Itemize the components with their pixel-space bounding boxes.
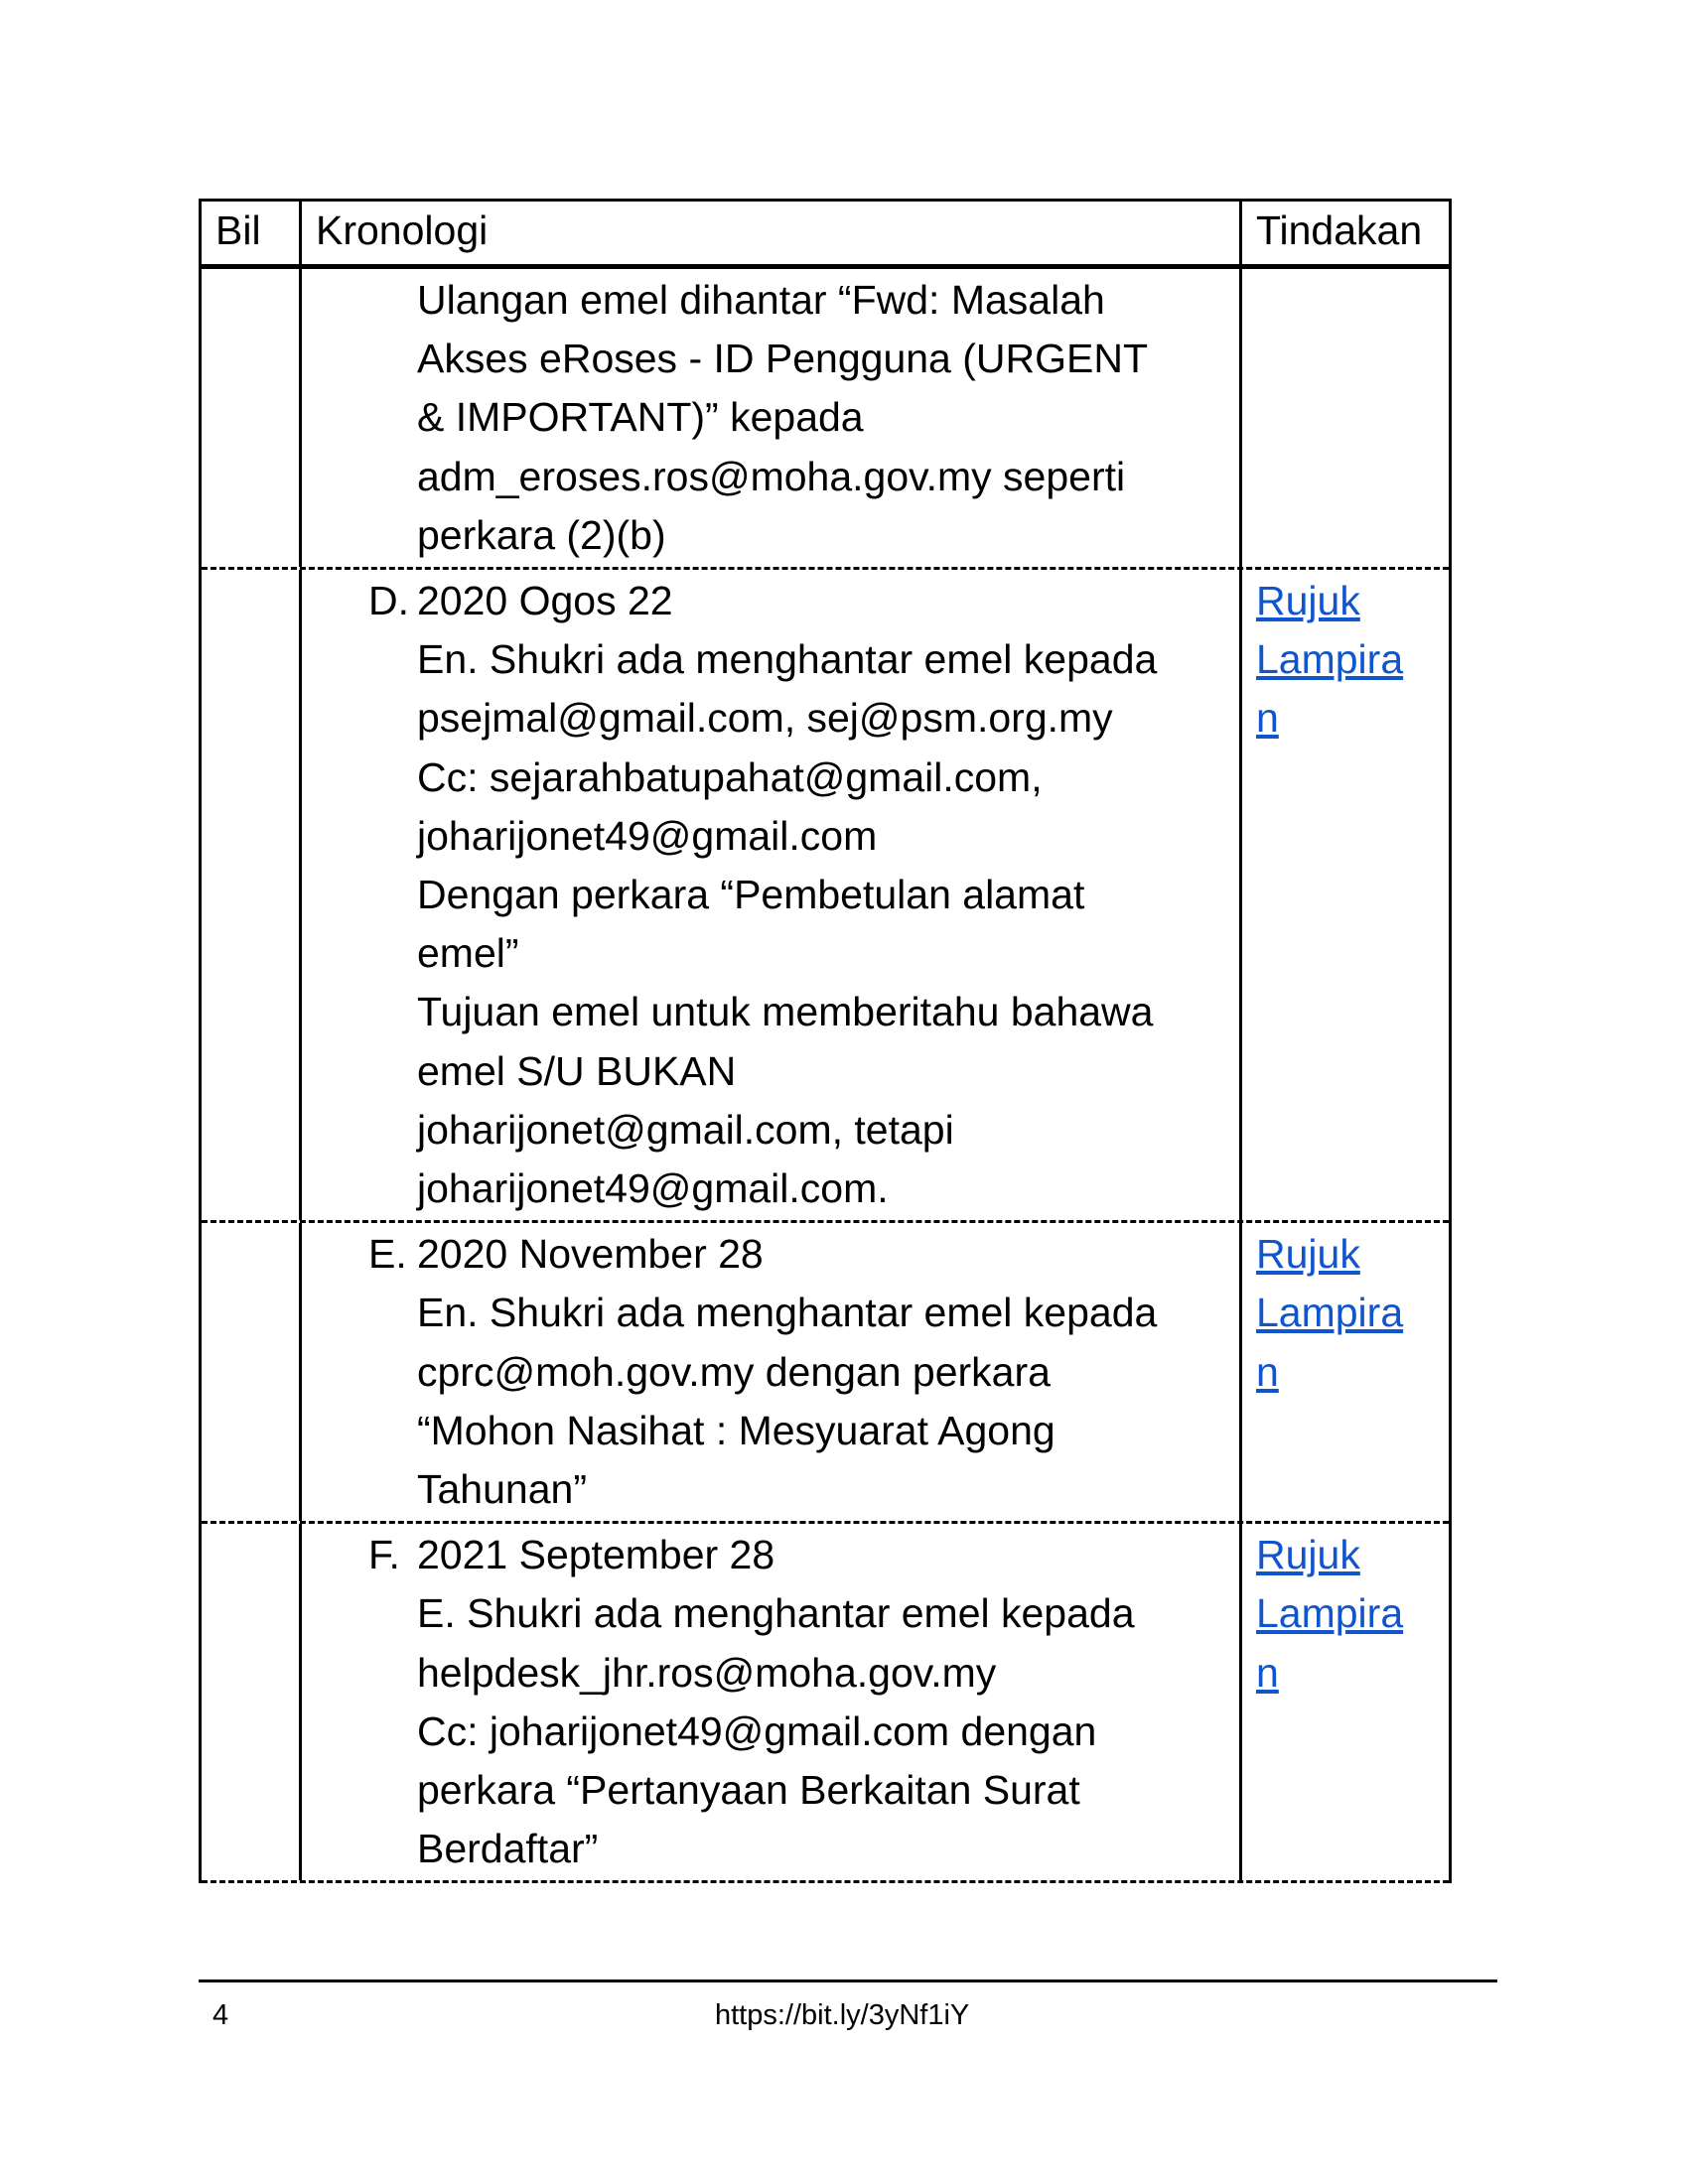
rujuk-lampiran-link[interactable] [1242, 1524, 1449, 1703]
bil-cell [202, 1524, 302, 1880]
table-row [202, 1223, 1449, 1524]
bil-cell [202, 570, 302, 1220]
header-bil: Bil [202, 202, 302, 264]
kronologi-line: adm_eroses.ros@moha.gov.my seperti [417, 453, 1126, 499]
kronologi-line: joharijonet@gmail.com, tetapi [417, 1106, 954, 1153]
kronologi-line: En. Shukri ada menghantar emel kepada [417, 1290, 1158, 1336]
table-row [202, 570, 1449, 1223]
kronologi-line: & IMPORTANT)” kepada [417, 394, 864, 441]
link-text[interactable]: Lampira [1256, 1590, 1404, 1637]
kronologi-line: Cc: joharijonet49@gmail.com dengan [417, 1707, 1097, 1754]
tindakan-cell [1242, 269, 1449, 567]
kronologi-line: psejmal@gmail.com, sej@psm.org.my [417, 695, 1113, 742]
table-row [202, 269, 1449, 570]
tindakan-cell [1242, 570, 1449, 1220]
kronologi-line: helpdesk_jhr.ros@moha.gov.my [417, 1649, 997, 1696]
kronologi-line: Dengan perkara “Pembetulan alamat [417, 872, 1085, 918]
kronologi-line: Cc: sejarahbatupahat@gmail.com, [417, 753, 1043, 800]
table-row [202, 1524, 1449, 1883]
footer-divider [199, 1979, 1497, 1982]
link-text[interactable]: n [1256, 1649, 1279, 1696]
link-text[interactable]: Rujuk [1256, 1532, 1360, 1578]
link-text[interactable]: n [1256, 1348, 1279, 1395]
kronologi-line: “Mohon Nasihat : Mesyuarat Agong [417, 1407, 1055, 1453]
kronologi-line: Tujuan emel untuk memberitahu bahawa [417, 989, 1154, 1035]
link-text[interactable]: Lampira [1256, 1290, 1404, 1336]
item-letter: F. [368, 1532, 400, 1578]
item-letter: E. [368, 1231, 407, 1278]
chronology-table [199, 199, 1452, 1883]
kronologi-line: joharijonet49@gmail.com. [417, 1165, 889, 1212]
kronologi-date: 2020 Ogos 22 [417, 578, 673, 624]
kronologi-line: perkara “Pertanyaan Berkaitan Surat [417, 1767, 1080, 1814]
kronologi-line: Berdaftar” [417, 1826, 599, 1872]
link-text[interactable]: Rujuk [1256, 578, 1360, 624]
kronologi-line: cprc@moh.gov.my dengan perkara [417, 1348, 1051, 1395]
link-text[interactable]: Rujuk [1256, 1231, 1360, 1278]
header-kronologi: Kronologi [302, 202, 1242, 264]
tindakan-cell [1242, 1223, 1449, 1521]
kronologi-line: E. Shukri ada menghantar emel kepada [417, 1590, 1135, 1637]
kronologi-line: Akses eRoses - ID Pengguna (URGENT [417, 336, 1148, 382]
kronologi-line: perkara (2)(b) [417, 511, 666, 558]
kronologi-line: emel” [417, 930, 519, 977]
link-text[interactable]: n [1256, 695, 1279, 742]
item-letter: D. [368, 578, 409, 624]
kronologi-line: En. Shukri ada menghantar emel kepada [417, 636, 1158, 683]
link-text[interactable]: Lampira [1256, 636, 1404, 683]
kronologi-line: emel S/U BUKAN [417, 1047, 737, 1094]
bil-cell [202, 269, 302, 567]
header-tindakan: Tindakan [1256, 207, 1423, 253]
kronologi-cell [302, 1524, 1242, 1880]
footer-url[interactable]: https://bit.ly/3yNf1iY [715, 1999, 970, 2031]
rujuk-lampiran-link[interactable] [1242, 1223, 1449, 1402]
page-number: 4 [212, 1999, 229, 2031]
kronologi-cell [302, 269, 1242, 567]
kronologi-line: joharijonet49@gmail.com [417, 812, 878, 859]
kronologi-date: 2021 September 28 [417, 1532, 775, 1578]
kronologi-line: Ulangan emel dihantar “Fwd: Masalah [417, 277, 1105, 323]
kronologi-date: 2020 November 28 [417, 1231, 764, 1278]
bil-cell [202, 1223, 302, 1521]
kronologi-cell [302, 1223, 1242, 1521]
table-header-row [202, 202, 1449, 269]
tindakan-cell [1242, 1524, 1449, 1880]
kronologi-line: Tahunan” [417, 1466, 587, 1513]
kronologi-cell [302, 570, 1242, 1220]
rujuk-lampiran-link[interactable] [1242, 570, 1449, 749]
